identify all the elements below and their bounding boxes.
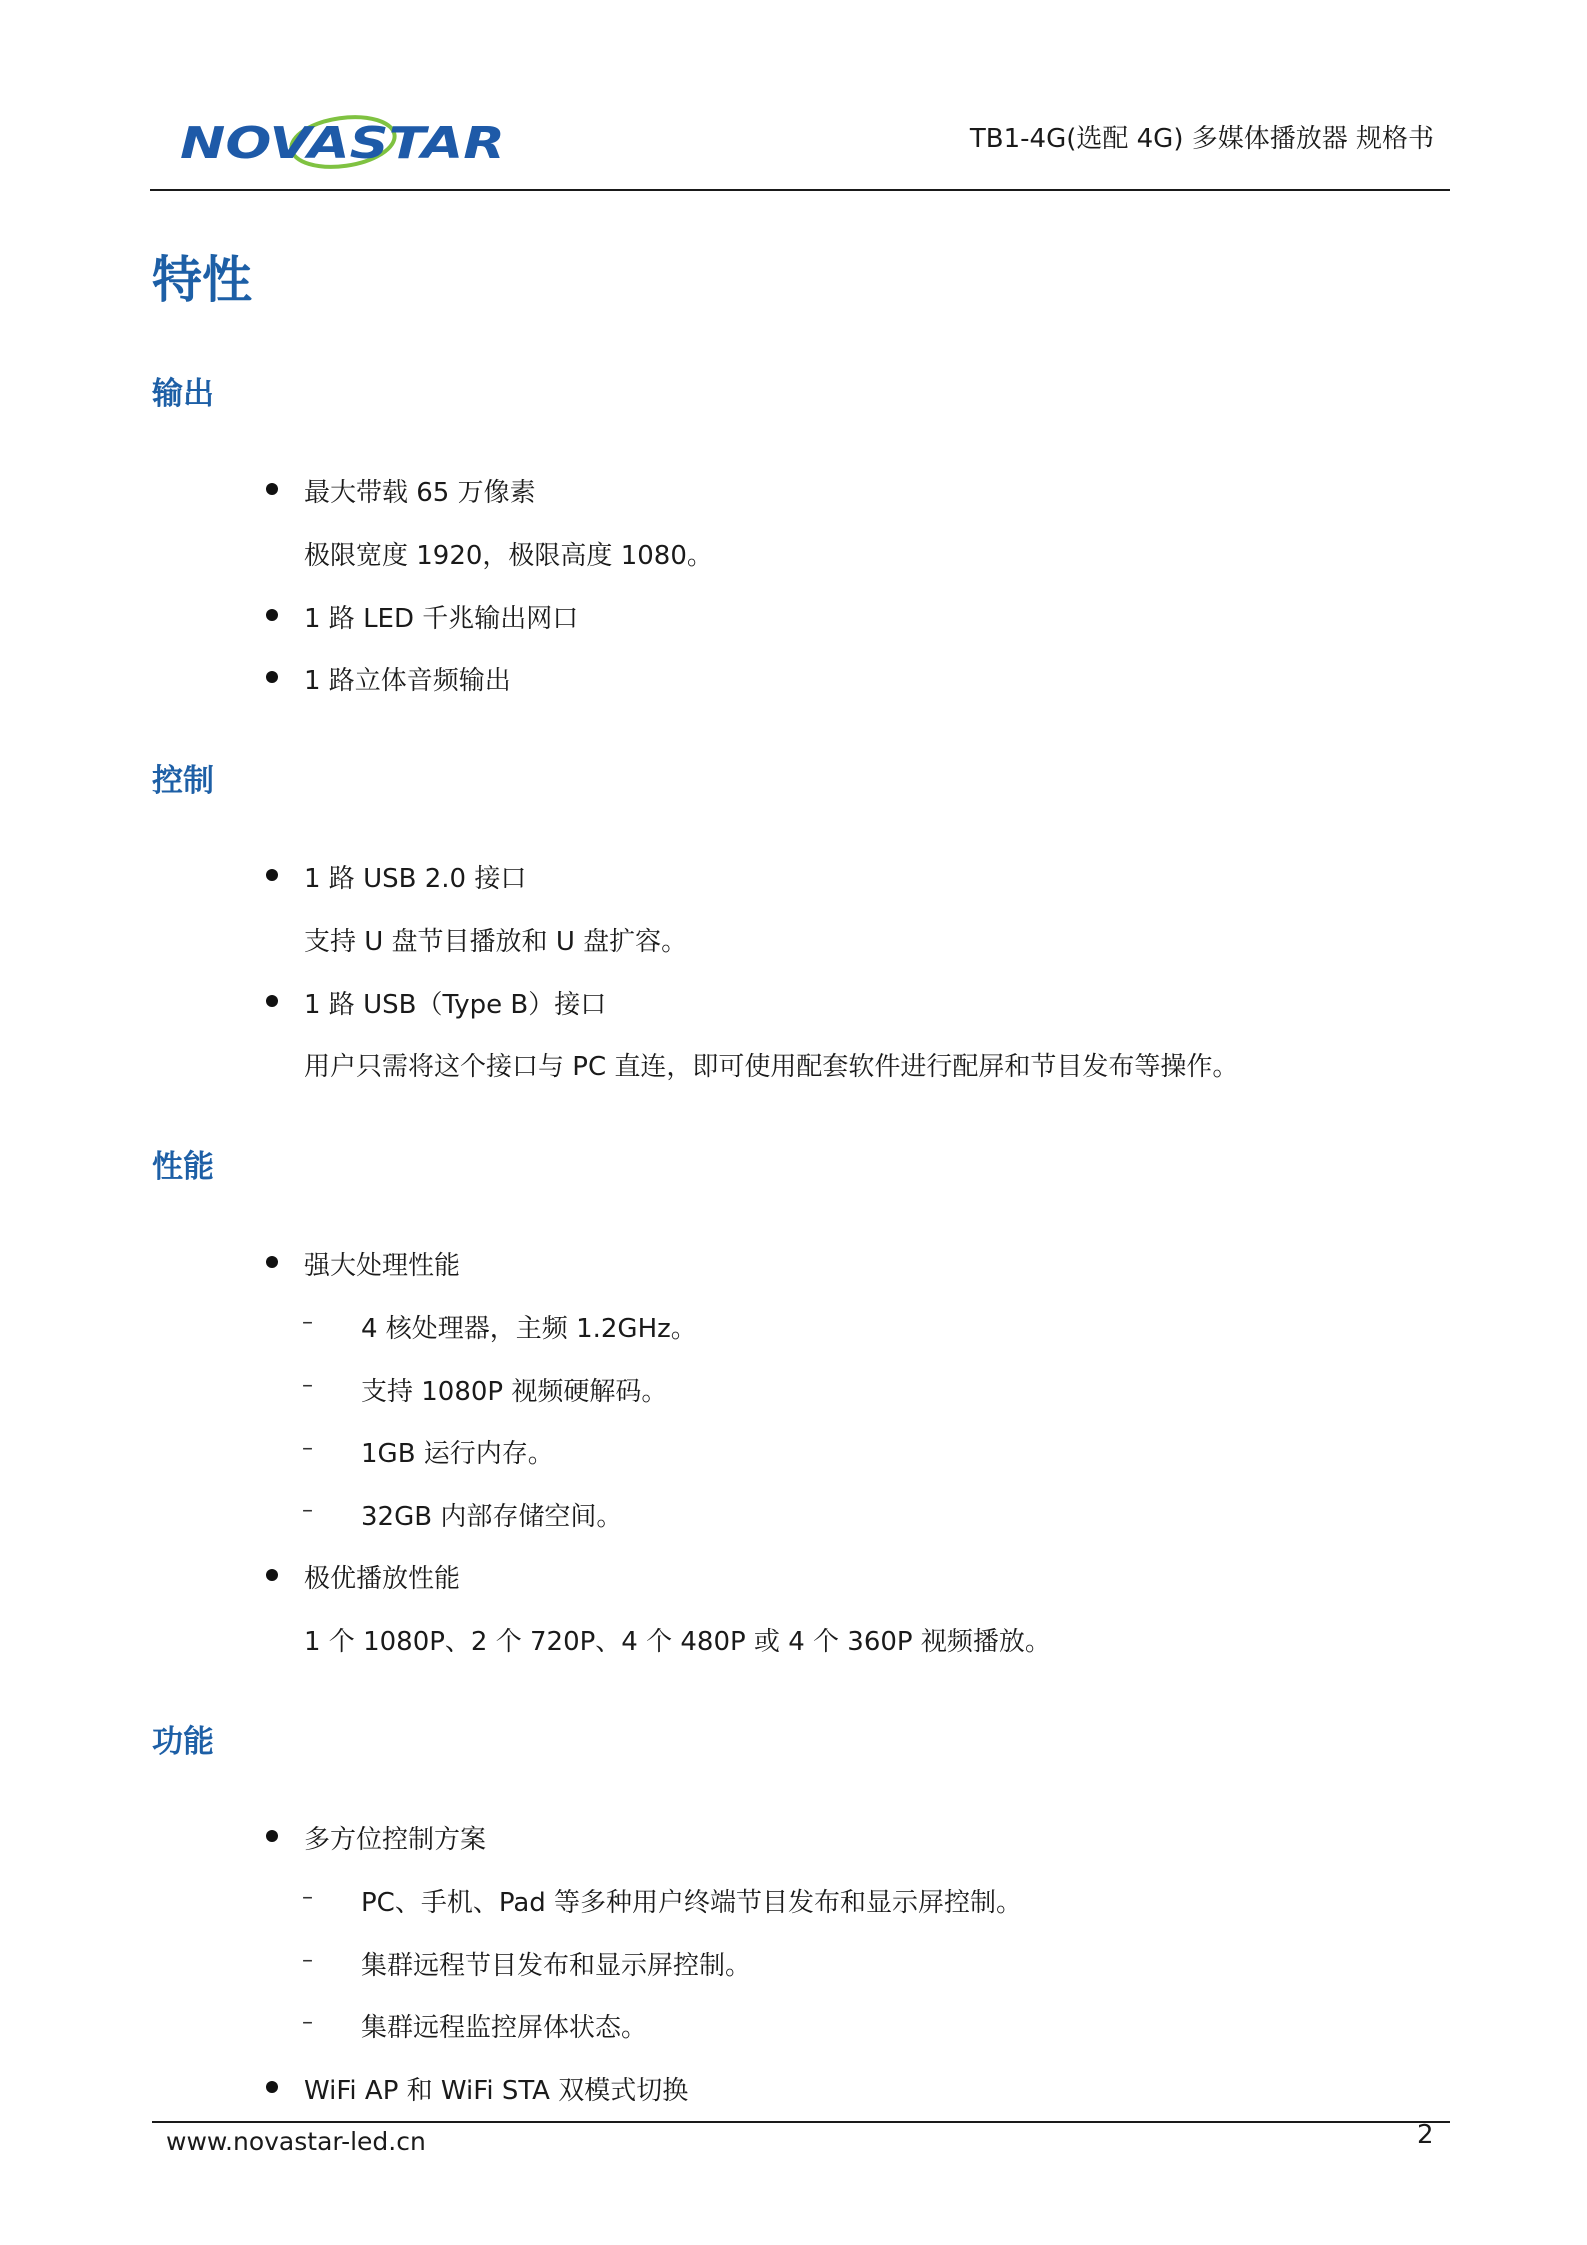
bullet-icon: [266, 671, 278, 683]
section-heading-control: 控制: [152, 763, 214, 799]
sub-list-item: 支持 1080P 视频硬解码。: [361, 1377, 668, 1407]
novastar-logo: [178, 108, 508, 178]
dash-icon: –: [302, 1948, 313, 1973]
dash-icon: –: [302, 1310, 313, 1335]
footer-website-link[interactable]: www.novastar-led.cn: [166, 2127, 426, 2156]
sub-list-item: 4 核处理器，主频 1.2GHz。: [361, 1314, 697, 1344]
header-divider: [150, 189, 1450, 191]
bullet-icon: [266, 1569, 278, 1581]
section-heading-function: 功能: [152, 1724, 214, 1760]
list-item: 强大处理性能: [304, 1251, 461, 1281]
list-item: 多方位控制方案: [304, 1825, 487, 1855]
logo-wordmark: NOVASTAR: [180, 118, 505, 169]
bullet-icon: [266, 1256, 278, 1268]
bullet-icon: [266, 869, 278, 881]
list-item-note: 支持 U 盘节目播放和 U 盘扩容。: [304, 927, 688, 957]
dash-icon: –: [302, 1498, 313, 1523]
dash-icon: –: [302, 1885, 313, 1910]
bullet-icon: [266, 2081, 278, 2093]
list-item-note: 极限宽度 1920，极限高度 1080。: [304, 541, 713, 571]
list-item: 1 路立体音频输出: [304, 666, 511, 696]
list-item: WiFi AP 和 WiFi STA 双模式切换: [304, 2076, 689, 2106]
page-title: 特性: [152, 251, 252, 309]
list-item: 1 路 USB（Type B）接口: [304, 990, 607, 1020]
sub-list-item: 32GB 内部存储空间。: [361, 1502, 623, 1532]
bullet-icon: [266, 609, 278, 621]
list-item-note: 1 个 1080P、2 个 720P、4 个 480P 或 4 个 360P 视频播放。: [304, 1627, 1051, 1657]
sub-list-item: PC、手机、Pad 等多种用户终端节目发布和显示屏控制。: [361, 1888, 1023, 1918]
list-item: 极优播放性能: [304, 1564, 461, 1594]
list-item: 1 路 USB 2.0 接口: [304, 864, 527, 894]
document-title: TB1-4G(选配 4G) 多媒体播放器 规格书: [969, 124, 1434, 154]
bullet-icon: [266, 1830, 278, 1842]
section-heading-output: 输出: [152, 376, 214, 412]
sub-list-item: 1GB 运行内存。: [361, 1439, 554, 1469]
page-number: 2: [1417, 2120, 1434, 2150]
list-item: 1 路 LED 千兆输出网口: [304, 604, 579, 634]
dash-icon: –: [302, 1373, 313, 1398]
section-heading-performance: 性能: [152, 1149, 214, 1185]
list-item-note: 用户只需将这个接口与 PC 直连，即可使用配套软件进行配屏和节目发布等操作。: [304, 1052, 1239, 1082]
footer-divider: [152, 2121, 1450, 2123]
sub-list-item: 集群远程监控屏体状态。: [361, 2013, 648, 2043]
bullet-icon: [266, 995, 278, 1007]
dash-icon: –: [302, 1436, 313, 1461]
dash-icon: –: [302, 2010, 313, 2035]
sub-list-item: 集群远程节目发布和显示屏控制。: [361, 1951, 752, 1981]
list-item: 最大带载 65 万像素: [304, 478, 536, 508]
bullet-icon: [266, 483, 278, 495]
